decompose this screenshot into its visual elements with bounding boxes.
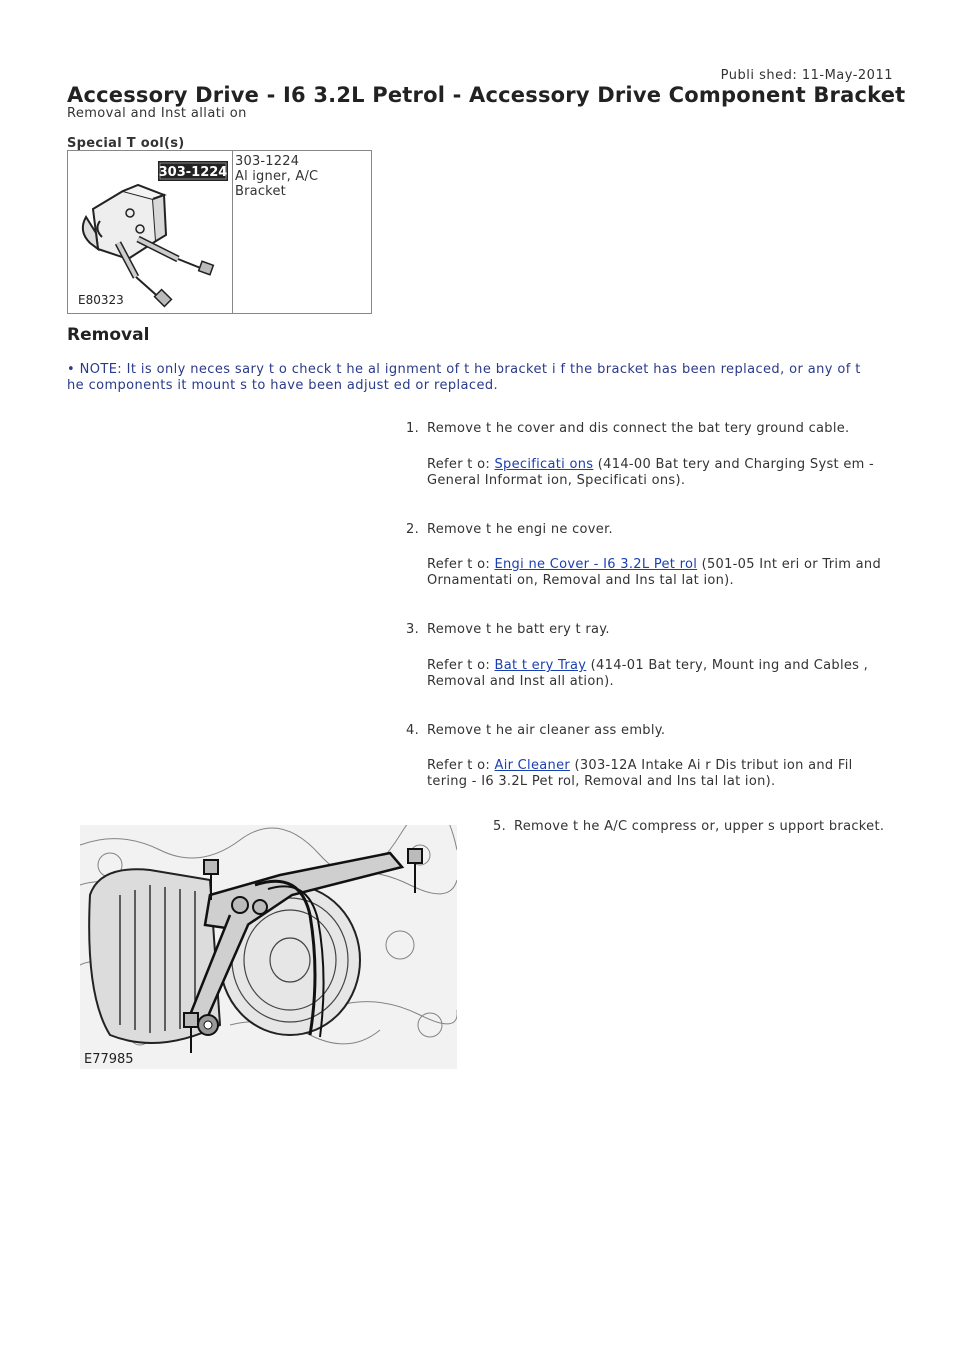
step-text: Remove t he air cleaner ass embly. — [427, 723, 666, 738]
reference-suffix: (414-01 Bat tery, Mount ing and Cables , Removal and Inst all ation). — [427, 658, 869, 689]
step-text: Remove t he A/C compress or, upper s upport bracket. — [514, 819, 885, 834]
step-reference — [427, 557, 897, 589]
tool-name: Al igner, A/C Bracket — [235, 169, 319, 199]
reference-suffix: (501-05 Int eri or Trim and Ornamentati on, Removal and Ins tal lat ion). — [427, 557, 881, 588]
page-title: Accessory Drive - I6 3.2L Petrol - Accessory Drive Component Bracket — [67, 83, 906, 107]
tool-image-ref: E80323 — [78, 293, 124, 307]
engine-bracket-photo — [80, 825, 457, 1069]
removal-heading: Removal — [67, 325, 150, 345]
step-number: 2. — [406, 522, 420, 537]
engine-bracket-illustration — [80, 825, 457, 1069]
removal-note: • NOTE: It is only neces sary t o check t he al ignment of t he bracket i f the bracket has been replaced, or any of t he components it mount s to have been adjust ed or replaced. — [67, 362, 861, 393]
step-number: 4. — [406, 723, 420, 738]
tool-image — [68, 151, 233, 313]
step-number: 1. — [406, 421, 420, 436]
page-subtitle: Removal and Inst allati on — [67, 106, 247, 121]
reference-prefix: Refer t o: — [427, 557, 495, 572]
reference-suffix: (303-12A Intake Ai r Dis tribut ion and Fil tering - I6 3.2L Pet rol, Removal and Ins tal lat ion). — [427, 758, 853, 789]
reference-prefix: Refer t o: — [427, 758, 495, 773]
reference-suffix: (414-00 Bat tery and Charging Syst em - General Informat ion, Specificati ons). — [427, 457, 875, 488]
link-specifications[interactable]: Specificati ons — [494, 457, 594, 472]
step-text: Remove t he batt ery t ray. — [427, 622, 610, 637]
published-date: Publi shed: 11-May-2011 — [720, 68, 893, 83]
reference-prefix: Refer t o: — [427, 658, 495, 673]
step-text: Remove t he cover and dis connect the bat tery ground cable. — [427, 421, 850, 436]
step-reference — [427, 658, 897, 690]
aligner-tool-illustration — [68, 151, 232, 313]
tool-code-label: 303-1224 — [158, 165, 228, 180]
reference-prefix: Refer t o: — [427, 457, 495, 472]
photo-ref: E77985 — [84, 1052, 134, 1067]
link-air-cleaner[interactable]: Air Cleaner — [494, 758, 571, 773]
step-text: Remove t he engi ne cover. — [427, 522, 613, 537]
step-reference — [427, 457, 897, 489]
special-tools-table — [67, 150, 372, 314]
step-number: 5. — [493, 819, 507, 834]
link-engine-cover[interactable]: Engi ne Cover - I6 3.2L Pet rol — [494, 557, 698, 572]
link-battery-tray[interactable]: Bat t ery Tray — [494, 658, 587, 673]
tool-description — [235, 154, 371, 199]
step-number: 3. — [406, 622, 420, 637]
tool-number: 303-1224 — [235, 154, 300, 169]
step-reference — [427, 758, 897, 790]
special-tools-heading: Special T ool(s) — [67, 136, 185, 151]
